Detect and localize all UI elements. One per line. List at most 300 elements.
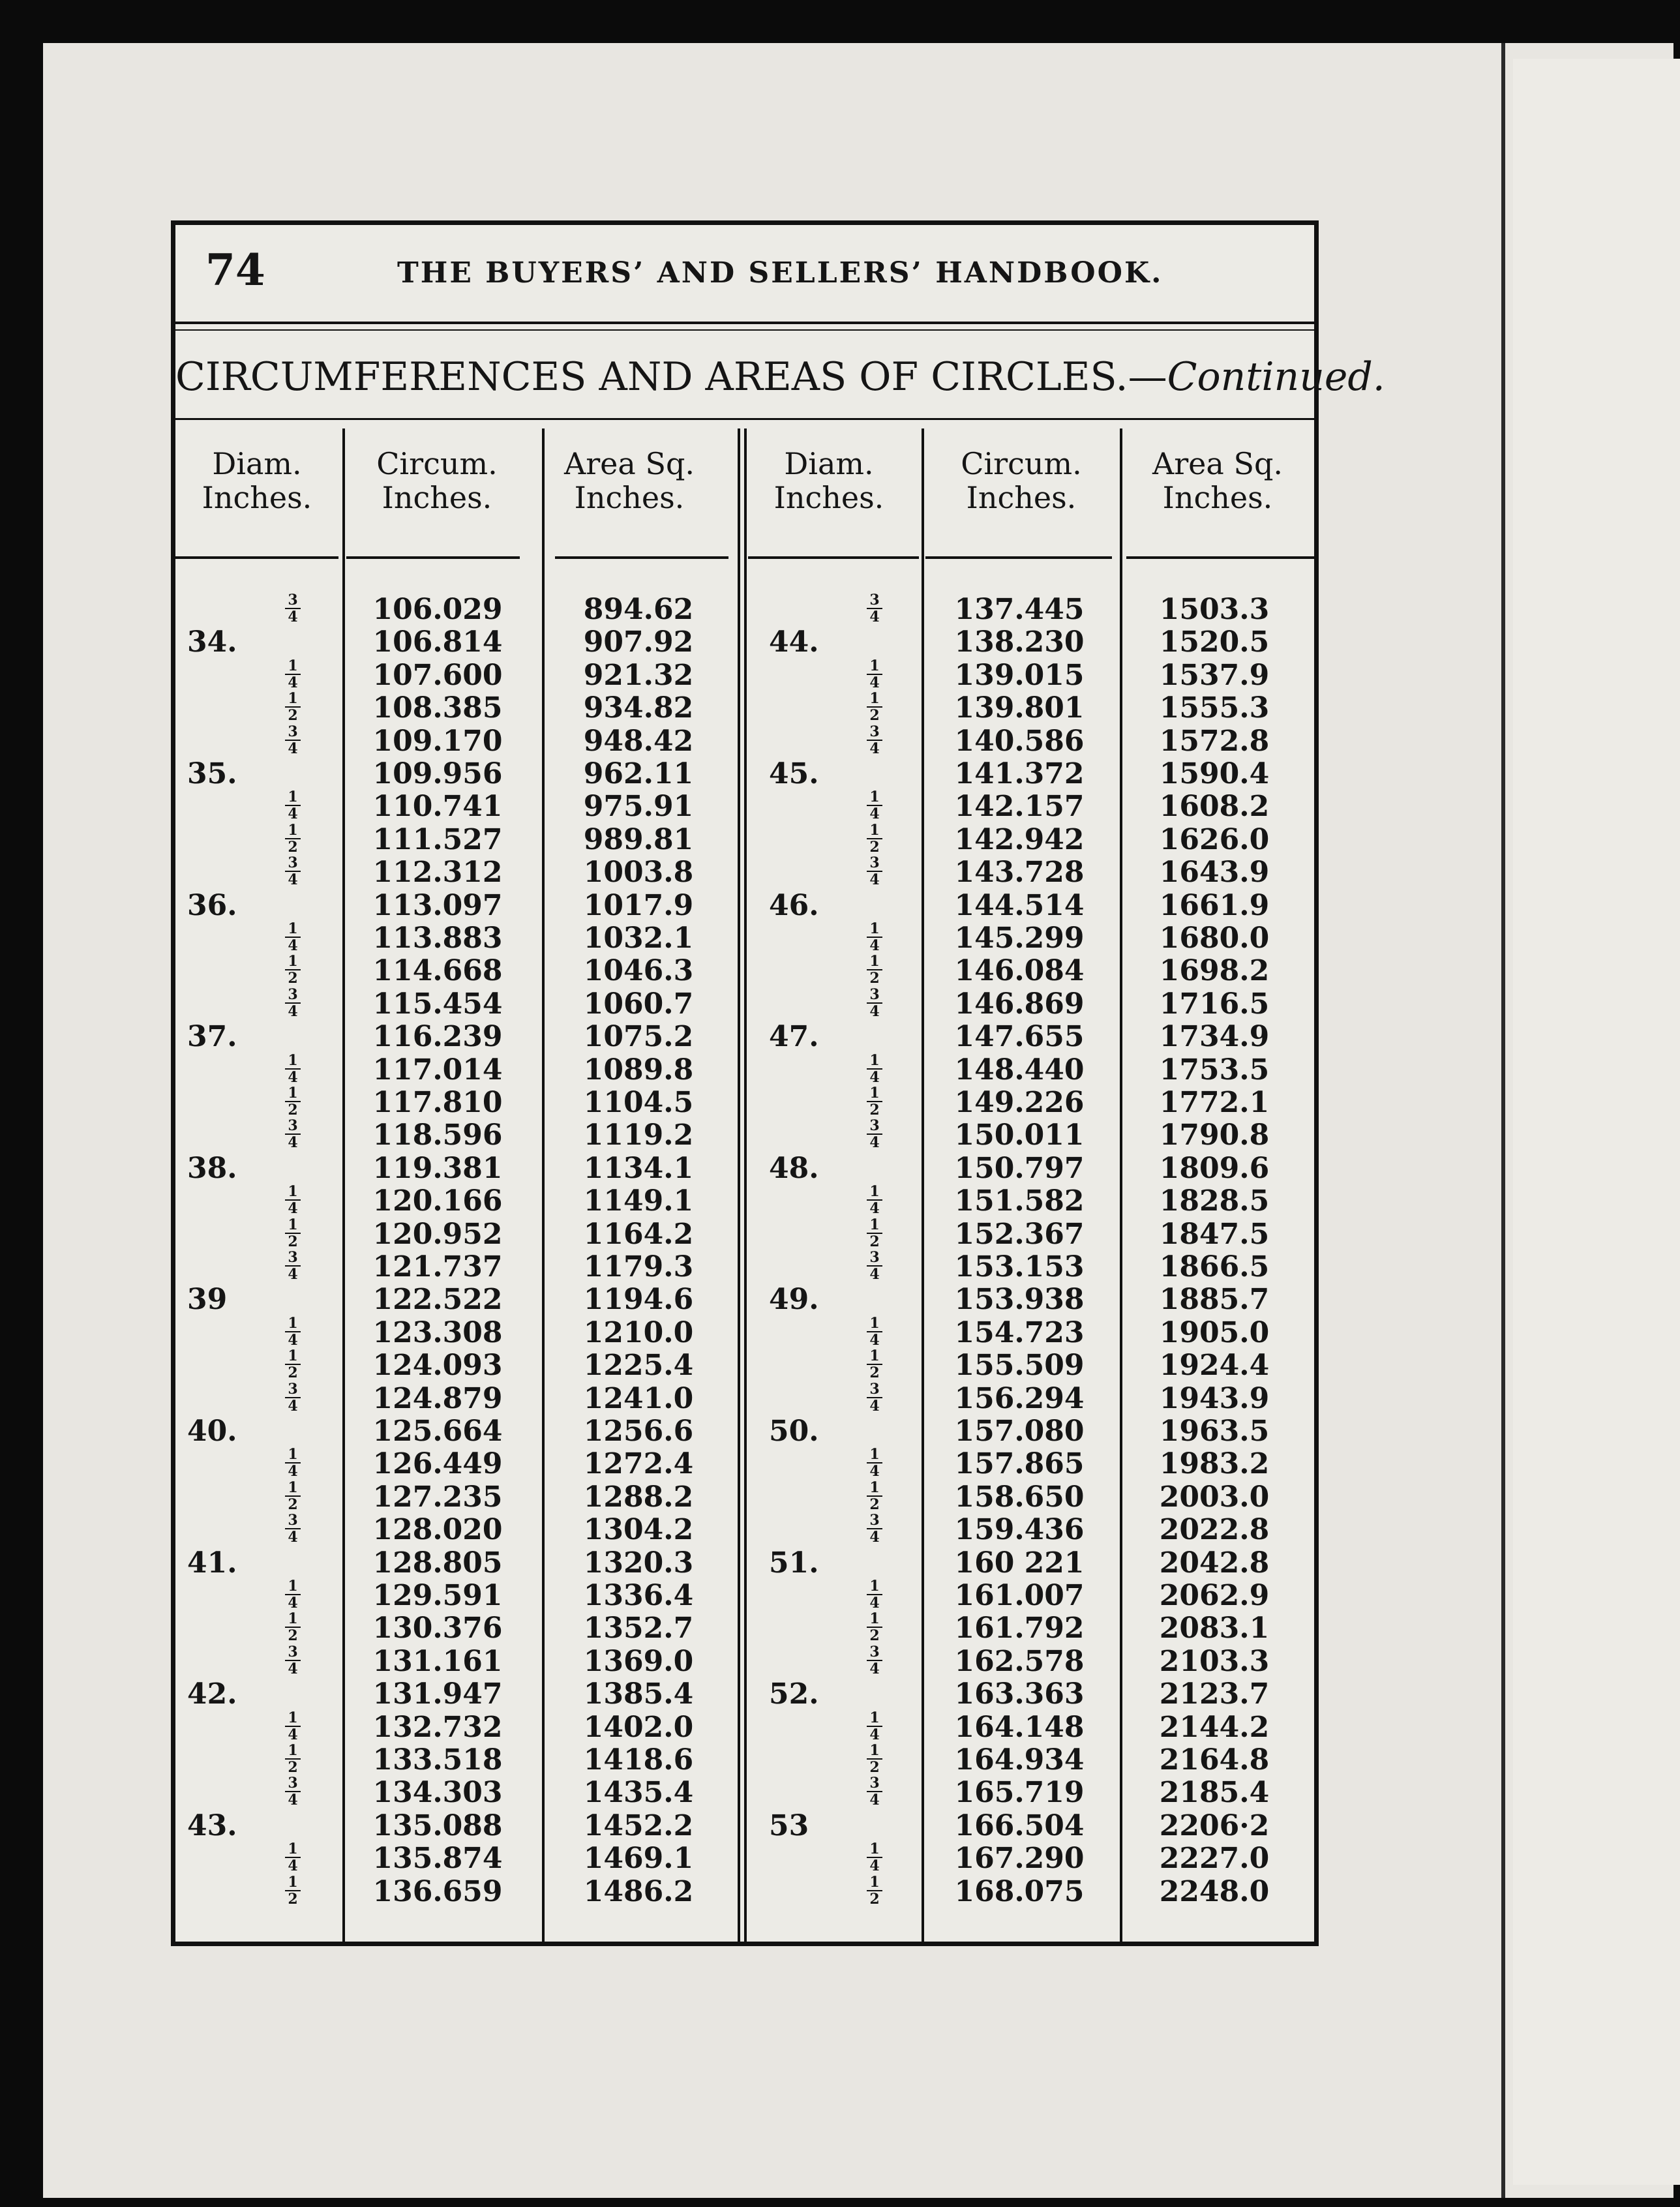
diam-whole: 40. xyxy=(187,1415,237,1448)
fraction-numerator: 1 xyxy=(285,1447,301,1464)
fraction-numerator: 3 xyxy=(285,1250,301,1267)
circum-value: 108.385 xyxy=(372,691,503,725)
fraction-numerator: 3 xyxy=(285,724,301,741)
circum-value: 160 221 xyxy=(954,1546,1085,1580)
fraction-denominator: 4 xyxy=(869,1200,880,1218)
diam-whole: 50. xyxy=(769,1415,819,1448)
table-row xyxy=(175,1051,1314,1087)
fraction-numerator: 1 xyxy=(285,1841,301,1858)
diam-fraction xyxy=(867,953,882,986)
fraction-denominator: 2 xyxy=(869,1364,880,1382)
fraction-numerator: 1 xyxy=(285,1053,301,1070)
circum-value: 157.865 xyxy=(954,1447,1085,1481)
diam-fraction xyxy=(867,987,882,1019)
circum-value: 120.166 xyxy=(372,1184,503,1218)
fraction-numerator: 1 xyxy=(867,1874,882,1891)
circum-value: 148.440 xyxy=(954,1053,1085,1087)
col-header-line: Inches. xyxy=(202,480,312,515)
fraction-denominator: 4 xyxy=(869,1331,880,1349)
fraction-denominator: 2 xyxy=(869,1495,880,1513)
area-value: 2022.8 xyxy=(1159,1513,1270,1547)
diam-whole: 36. xyxy=(187,888,237,922)
fraction-denominator: 4 xyxy=(869,608,880,625)
area-value: 1643.9 xyxy=(1159,856,1270,890)
circum-value: 146.869 xyxy=(954,987,1085,1021)
col-header-line: Inches. xyxy=(382,480,492,515)
circum-value: 147.655 xyxy=(954,1020,1085,1054)
fraction-numerator: 1 xyxy=(285,1217,301,1234)
fraction-numerator: 1 xyxy=(867,1480,882,1497)
table-row xyxy=(175,821,1314,856)
area-value: 1288.2 xyxy=(583,1480,694,1514)
col-header-diam-left xyxy=(175,447,338,515)
diam-fraction xyxy=(867,592,882,625)
area-value: 1164.2 xyxy=(583,1217,694,1251)
fraction-numerator: 1 xyxy=(867,921,882,938)
fraction-denominator: 4 xyxy=(869,1792,880,1809)
circum-value: 139.015 xyxy=(954,658,1085,692)
area-value: 894.62 xyxy=(583,593,694,626)
area-value: 1241.0 xyxy=(583,1381,694,1415)
fraction-numerator: 3 xyxy=(867,987,882,1004)
circum-value: 131.161 xyxy=(372,1644,503,1678)
area-value: 1790.8 xyxy=(1159,1119,1270,1152)
area-value: 1943.9 xyxy=(1159,1381,1270,1415)
diam-fraction xyxy=(867,1644,882,1677)
diam-whole: 45. xyxy=(769,757,819,790)
section-rule xyxy=(175,418,1314,420)
diam-fraction xyxy=(867,921,882,953)
circum-value: 129.591 xyxy=(372,1579,503,1612)
col-header-line: Area Sq. xyxy=(1152,446,1283,481)
page-number: 74 xyxy=(205,245,265,295)
area-value: 1060.7 xyxy=(583,987,694,1021)
table-row xyxy=(175,922,1314,955)
table-row xyxy=(175,1580,1314,1612)
area-value: 1210.0 xyxy=(583,1315,694,1349)
table-row xyxy=(175,1645,1314,1678)
fraction-denominator: 4 xyxy=(288,1660,298,1677)
circum-value: 106.029 xyxy=(372,593,503,626)
diam-whole: 43. xyxy=(187,1809,237,1842)
fraction-denominator: 4 xyxy=(869,1529,880,1546)
area-value: 975.91 xyxy=(583,790,694,824)
header-underline xyxy=(346,556,520,559)
fraction-denominator: 2 xyxy=(288,1627,298,1645)
page-fold-line xyxy=(1501,43,1505,2198)
table-row xyxy=(175,1284,1314,1316)
fraction-numerator: 3 xyxy=(867,855,882,872)
fraction-numerator: 3 xyxy=(285,592,301,609)
fraction-numerator: 1 xyxy=(285,1743,301,1760)
fraction-denominator: 4 xyxy=(869,674,880,691)
header-underline xyxy=(555,556,728,559)
col-header-line: Diam. xyxy=(784,446,874,481)
circum-value: 151.582 xyxy=(954,1184,1085,1218)
area-value: 1032.1 xyxy=(583,922,694,955)
table-row xyxy=(175,1380,1314,1415)
fraction-numerator: 1 xyxy=(867,691,882,708)
area-value: 1885.7 xyxy=(1159,1283,1270,1317)
area-value: 2185.4 xyxy=(1159,1776,1270,1810)
fraction-denominator: 4 xyxy=(869,937,880,954)
area-value: 1963.5 xyxy=(1159,1415,1270,1448)
area-value: 1520.5 xyxy=(1159,625,1270,659)
circum-value: 124.093 xyxy=(372,1349,503,1383)
area-value: 1336.4 xyxy=(583,1579,694,1612)
fraction-numerator: 1 xyxy=(867,953,882,970)
circum-value: 142.942 xyxy=(954,822,1085,856)
col-header-line: Area Sq. xyxy=(563,446,695,481)
circum-value: 124.879 xyxy=(372,1381,503,1415)
circum-value: 114.668 xyxy=(372,954,503,988)
diam-fraction xyxy=(867,822,882,855)
area-value: 1003.8 xyxy=(583,856,694,890)
table-row xyxy=(175,1152,1314,1185)
circum-value: 123.308 xyxy=(372,1315,503,1349)
circum-value: 112.312 xyxy=(372,856,503,890)
circum-value: 128.805 xyxy=(372,1546,503,1580)
area-value: 2227.0 xyxy=(1159,1842,1270,1876)
circum-value: 162.578 xyxy=(954,1644,1085,1678)
fraction-denominator: 2 xyxy=(288,1364,298,1382)
table-row xyxy=(175,790,1314,823)
fraction-numerator: 1 xyxy=(867,1447,882,1464)
circum-value: 125.664 xyxy=(372,1415,503,1448)
area-value: 1698.2 xyxy=(1159,954,1270,988)
area-value: 989.81 xyxy=(583,822,694,856)
fraction-denominator: 4 xyxy=(869,871,880,889)
fraction-denominator: 2 xyxy=(869,970,880,987)
circum-value: 117.014 xyxy=(372,1053,503,1087)
col-header-area-left xyxy=(533,447,726,515)
diam-fraction xyxy=(867,1085,882,1118)
area-value: 1402.0 xyxy=(583,1710,694,1744)
fraction-numerator: 3 xyxy=(867,1118,882,1135)
fraction-denominator: 2 xyxy=(869,1759,880,1776)
circum-value: 130.376 xyxy=(372,1612,503,1645)
circum-value: 141.372 xyxy=(954,757,1085,790)
area-value: 1418.6 xyxy=(583,1743,694,1777)
circum-value: 164.934 xyxy=(954,1743,1085,1777)
circum-value: 127.235 xyxy=(372,1480,503,1514)
fraction-numerator: 1 xyxy=(867,1841,882,1858)
diam-whole: 41. xyxy=(187,1546,237,1580)
circum-value: 154.723 xyxy=(954,1315,1085,1349)
table-row xyxy=(175,1415,1314,1448)
area-value: 1608.2 xyxy=(1159,790,1270,824)
area-value: 948.42 xyxy=(583,724,694,758)
circum-value: 142.157 xyxy=(954,790,1085,824)
section-title-continued: Continued. xyxy=(1167,354,1385,400)
fraction-numerator: 1 xyxy=(867,1053,882,1070)
area-value: 934.82 xyxy=(583,691,694,725)
circum-value: 133.518 xyxy=(372,1743,503,1777)
fraction-numerator: 1 xyxy=(867,1578,882,1595)
circum-value: 153.938 xyxy=(954,1283,1085,1317)
fraction-denominator: 4 xyxy=(288,1857,298,1875)
circum-value: 109.956 xyxy=(372,757,503,790)
diam-fraction xyxy=(867,1348,882,1381)
table-row xyxy=(175,692,1314,725)
fraction-denominator: 2 xyxy=(288,838,298,856)
circum-value: 146.084 xyxy=(954,954,1085,988)
col-header-diam-right xyxy=(742,447,916,515)
circum-value: 165.719 xyxy=(954,1776,1085,1810)
fraction-numerator: 1 xyxy=(285,822,301,839)
table-row xyxy=(175,1842,1314,1875)
table-row xyxy=(175,1514,1314,1546)
diam-whole: 39 xyxy=(187,1283,228,1317)
fraction-denominator: 4 xyxy=(869,1134,880,1152)
fraction-numerator: 3 xyxy=(867,1381,882,1398)
area-value: 1272.4 xyxy=(583,1447,694,1481)
diam-fraction xyxy=(867,1053,882,1085)
fraction-numerator: 3 xyxy=(285,855,301,872)
table-row xyxy=(175,985,1314,1021)
fraction-denominator: 2 xyxy=(288,970,298,987)
fraction-numerator: 3 xyxy=(867,1775,882,1792)
fraction-numerator: 1 xyxy=(867,658,882,675)
area-value: 1486.2 xyxy=(583,1874,694,1908)
area-value: 2123.7 xyxy=(1159,1677,1270,1711)
header-underline xyxy=(1126,556,1315,559)
fraction-denominator: 2 xyxy=(869,1233,880,1250)
diam-whole: 34. xyxy=(187,625,237,659)
area-value: 2144.2 xyxy=(1159,1710,1270,1744)
circum-value: 106.814 xyxy=(372,625,503,659)
fraction-numerator: 1 xyxy=(285,1578,301,1595)
area-value: 2248.0 xyxy=(1159,1874,1270,1908)
diam-fraction xyxy=(867,1841,882,1874)
diam-fraction xyxy=(867,1480,882,1512)
area-value: 2083.1 xyxy=(1159,1612,1270,1645)
table-row xyxy=(175,1218,1314,1251)
fraction-numerator: 3 xyxy=(285,1644,301,1661)
area-value: 921.32 xyxy=(583,658,694,692)
fraction-denominator: 4 xyxy=(869,1266,880,1283)
table-row xyxy=(175,659,1314,692)
fraction-denominator: 4 xyxy=(288,1200,298,1218)
fraction-numerator: 1 xyxy=(867,1085,882,1102)
area-value: 1905.0 xyxy=(1159,1315,1270,1349)
col-header-line: Inches. xyxy=(773,480,884,515)
area-value: 1089.8 xyxy=(583,1053,694,1087)
diam-whole: 38. xyxy=(187,1151,237,1185)
fraction-numerator: 1 xyxy=(285,1085,301,1102)
diam-whole: 53 xyxy=(769,1809,809,1842)
area-value: 962.11 xyxy=(583,757,694,790)
area-value: 1753.5 xyxy=(1159,1053,1270,1087)
area-value: 1225.4 xyxy=(583,1349,694,1383)
circum-value: 107.600 xyxy=(372,658,503,692)
table-row xyxy=(175,1612,1314,1645)
circum-value: 122.522 xyxy=(372,1283,503,1317)
fraction-denominator: 4 xyxy=(869,1002,880,1020)
fraction-denominator: 4 xyxy=(288,1002,298,1020)
table-row xyxy=(175,1810,1314,1842)
circum-value: 140.586 xyxy=(954,724,1085,758)
facing-page-edge xyxy=(1513,59,1680,2185)
circum-value: 139.801 xyxy=(954,691,1085,725)
circum-value: 116.239 xyxy=(372,1020,503,1054)
col-header-circum-left xyxy=(346,447,528,515)
area-value: 1385.4 xyxy=(583,1677,694,1711)
fraction-denominator: 4 xyxy=(288,1331,298,1349)
fraction-denominator: 4 xyxy=(288,1397,298,1415)
circum-value: 113.883 xyxy=(372,922,503,955)
fraction-numerator: 1 xyxy=(867,789,882,806)
diam-fraction xyxy=(867,1512,882,1545)
col-header-circum-right xyxy=(924,447,1118,515)
area-value: 1847.5 xyxy=(1159,1217,1270,1251)
area-value: 1179.3 xyxy=(583,1250,694,1284)
fraction-denominator: 2 xyxy=(288,1102,298,1119)
area-value: 1304.2 xyxy=(583,1513,694,1547)
fraction-denominator: 4 xyxy=(869,1857,880,1875)
circum-value: 150.011 xyxy=(954,1119,1085,1152)
fraction-numerator: 1 xyxy=(867,1611,882,1628)
circum-value: 145.299 xyxy=(954,922,1085,955)
circum-value: 136.659 xyxy=(372,1874,503,1908)
table-row xyxy=(175,725,1314,758)
table-row xyxy=(175,1547,1314,1580)
table-row xyxy=(175,1021,1314,1053)
area-value: 1469.1 xyxy=(583,1842,694,1876)
fraction-denominator: 4 xyxy=(288,1595,298,1612)
fraction-denominator: 4 xyxy=(869,1068,880,1086)
circum-value: 168.075 xyxy=(954,1874,1085,1908)
table-row xyxy=(175,1873,1314,1908)
circum-value: 135.088 xyxy=(372,1809,503,1842)
circum-value: 144.514 xyxy=(954,888,1085,922)
area-value: 1537.9 xyxy=(1159,658,1270,692)
diam-fraction xyxy=(867,855,882,888)
table-row xyxy=(175,1119,1314,1152)
fraction-numerator: 1 xyxy=(285,1315,301,1332)
diam-whole: 42. xyxy=(187,1677,237,1711)
area-value: 1046.3 xyxy=(583,954,694,988)
circum-value: 159.436 xyxy=(954,1513,1085,1547)
fraction-numerator: 1 xyxy=(285,1710,301,1727)
diam-fraction xyxy=(867,1184,882,1216)
table-row xyxy=(175,626,1314,659)
fraction-numerator: 3 xyxy=(285,1512,301,1529)
fraction-numerator: 1 xyxy=(867,1348,882,1365)
fraction-denominator: 2 xyxy=(288,1495,298,1513)
table-row xyxy=(175,593,1314,626)
area-value: 1503.3 xyxy=(1159,593,1270,626)
area-value: 2003.0 xyxy=(1159,1480,1270,1514)
fraction-numerator: 1 xyxy=(285,921,301,938)
fraction-denominator: 2 xyxy=(869,838,880,856)
area-value: 1134.1 xyxy=(583,1151,694,1185)
fraction-denominator: 4 xyxy=(869,1463,880,1480)
fraction-numerator: 1 xyxy=(285,953,301,970)
table-row xyxy=(175,1744,1314,1777)
fraction-numerator: 1 xyxy=(867,1217,882,1234)
fraction-denominator: 4 xyxy=(288,1463,298,1480)
circum-value: 150.797 xyxy=(954,1151,1085,1185)
circum-value: 110.741 xyxy=(372,790,503,824)
circum-value: 117.810 xyxy=(372,1086,503,1119)
fraction-numerator: 1 xyxy=(285,1480,301,1497)
circum-value: 161.792 xyxy=(954,1612,1085,1645)
area-value: 1555.3 xyxy=(1159,691,1270,725)
table-row xyxy=(175,1251,1314,1284)
table-row xyxy=(175,1481,1314,1514)
diam-fraction xyxy=(867,1315,882,1348)
area-value: 1734.9 xyxy=(1159,1020,1270,1054)
circum-value: 138.230 xyxy=(954,625,1085,659)
diam-fraction xyxy=(867,1743,882,1775)
col-header-line: Inches. xyxy=(574,480,685,515)
fraction-numerator: 3 xyxy=(867,592,882,609)
fraction-denominator: 2 xyxy=(869,707,880,725)
circum-value: 157.080 xyxy=(954,1415,1085,1448)
diam-whole: 37. xyxy=(187,1020,237,1054)
diam-fraction xyxy=(867,1775,882,1808)
circum-value: 149.226 xyxy=(954,1086,1085,1119)
diam-whole: 51. xyxy=(769,1546,819,1580)
fraction-numerator: 1 xyxy=(867,1184,882,1201)
area-value: 1590.4 xyxy=(1159,757,1270,790)
fraction-denominator: 4 xyxy=(869,1595,880,1612)
area-value: 1680.0 xyxy=(1159,922,1270,955)
fraction-numerator: 1 xyxy=(867,1315,882,1332)
fraction-numerator: 1 xyxy=(285,1348,301,1365)
circum-value: 120.952 xyxy=(372,1217,503,1251)
fraction-denominator: 4 xyxy=(288,1529,298,1546)
diam-whole: 52. xyxy=(769,1677,819,1711)
area-value: 1369.0 xyxy=(583,1644,694,1678)
area-value: 1435.4 xyxy=(583,1776,694,1810)
diam-fraction xyxy=(867,1874,882,1907)
table-row xyxy=(175,1711,1314,1744)
diam-fraction xyxy=(867,1447,882,1479)
table-row xyxy=(175,1314,1314,1349)
diam-fraction xyxy=(867,658,882,691)
diam-whole: 44. xyxy=(769,625,819,659)
table-row xyxy=(175,1349,1314,1382)
fraction-denominator: 4 xyxy=(288,608,298,625)
area-value: 1716.5 xyxy=(1159,987,1270,1021)
table-frame xyxy=(171,220,1385,1946)
table-row xyxy=(175,758,1314,790)
fraction-numerator: 3 xyxy=(867,1512,882,1529)
fraction-denominator: 2 xyxy=(288,1233,298,1250)
diam-fraction xyxy=(867,789,882,822)
circum-value: 121.737 xyxy=(372,1250,503,1284)
book-title: THE BUYERS’ AND SELLERS’ HANDBOOK. xyxy=(397,256,1163,290)
table-row xyxy=(175,856,1314,889)
diam-fraction xyxy=(867,1118,882,1150)
section-title-main: CIRCUMFERENCES AND AREAS OF CIRCLES.— xyxy=(175,354,1167,400)
area-value: 1828.5 xyxy=(1159,1184,1270,1218)
fraction-denominator: 4 xyxy=(869,740,880,757)
header-rule-bottom xyxy=(175,329,1314,331)
fraction-denominator: 4 xyxy=(288,1134,298,1152)
table-row xyxy=(175,1678,1314,1711)
table-row xyxy=(175,1777,1314,1809)
fraction-numerator: 1 xyxy=(867,1743,882,1760)
fraction-denominator: 4 xyxy=(288,1266,298,1283)
circum-value: 152.367 xyxy=(954,1217,1085,1251)
diam-whole: 35. xyxy=(187,757,237,790)
circum-value: 137.445 xyxy=(954,593,1085,626)
circum-value: 143.728 xyxy=(954,856,1085,890)
fraction-numerator: 3 xyxy=(285,987,301,1004)
